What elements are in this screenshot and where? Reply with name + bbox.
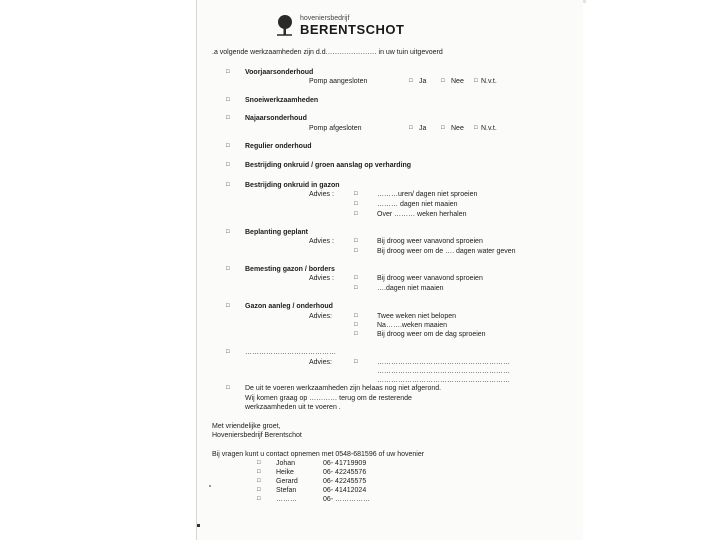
note-line: Wij komen graag op ………… terug om de resterende — [245, 395, 412, 402]
option-nee-label: Nee — [451, 125, 464, 132]
advice-text: Bij droog weer vanavond sproeien — [377, 275, 483, 282]
checkbox-advice[interactable]: □ — [354, 238, 358, 244]
scan-mark — [197, 524, 200, 527]
contact-phone: 06- …………… — [323, 496, 371, 503]
advice-text: ………uren/ dagen niet sproeien — [377, 191, 478, 198]
checkbox-contact[interactable]: □ — [257, 469, 261, 475]
logo-subtitle: hoveniersbedrijf — [300, 15, 350, 22]
advice-text: ….dagen niet maaien — [377, 285, 444, 292]
section-title-regulier: Regulier onderhoud — [245, 143, 312, 150]
section-title-beplanting: Beplanting geplant — [245, 229, 308, 236]
scan-mark — [209, 485, 211, 487]
custom-title-blank: ………………………………… — [245, 349, 336, 356]
checkbox-bestrijding-verharding[interactable]: □ — [226, 162, 230, 168]
option-ja-label: Ja — [419, 125, 427, 132]
contact-phone: 06- 41412024 — [323, 487, 367, 494]
closing-greeting: Met vriendelijke groet, — [212, 423, 281, 430]
checkbox-advice[interactable]: □ — [354, 285, 358, 291]
checkbox-contact[interactable]: □ — [257, 478, 261, 484]
advice-text: Bij droog weer vanavond sproeien — [377, 238, 483, 245]
item-pomp-afgesloten: Pomp afgesloten — [309, 125, 362, 132]
contact-phone: 06- 42245576 — [323, 469, 367, 476]
contact-phone: 06- 41719909 — [323, 460, 367, 467]
closing-company: Hoveniersbedrijf Berentschot — [212, 432, 302, 439]
checkbox-contact[interactable]: □ — [257, 460, 261, 466]
checkbox-advice[interactable]: □ — [354, 331, 358, 337]
advice-text: Na…….weken maaien — [377, 322, 448, 329]
advies-label: Advies : — [309, 238, 334, 245]
checkbox-advice[interactable]: □ — [354, 191, 358, 197]
contact-name: Johan — [276, 460, 296, 467]
checkbox-bestrijding-gazon[interactable]: □ — [226, 182, 230, 188]
option-nvt-label: N.v.t. — [481, 125, 497, 132]
contact-intro: Bij vragen kunt u contact opnemen met 0548-681596 of uw hovenier — [212, 451, 425, 458]
checkbox-advice[interactable]: □ — [354, 201, 358, 207]
checkbox-contact[interactable]: □ — [257, 487, 261, 493]
checkbox-najaar-nee[interactable]: □ — [441, 125, 445, 131]
section-title-bemesting: Bemesting gazon / borders — [245, 266, 335, 273]
checkbox-advice[interactable]: □ — [354, 322, 358, 328]
advice-text: Twee weken niet belopen — [377, 313, 456, 320]
contact-name: Gerard — [276, 478, 298, 485]
checkbox-niet-afgerond[interactable]: □ — [226, 385, 230, 391]
section-title-bestrijding-gazon: Bestrijding onkruid in gazon — [245, 182, 340, 189]
contact-name: ……… — [276, 496, 297, 503]
advice-blank-line: ………………………………………………… — [377, 359, 510, 366]
advies-label: Advies: — [309, 313, 332, 320]
checkbox-najaar-nvt[interactable]: □ — [474, 125, 478, 131]
advice-blank-line: ………………………………………………… — [377, 368, 510, 375]
section-title-voorjaar: Voorjaarsonderhoud — [245, 69, 314, 76]
option-nee-label: Nee — [451, 78, 464, 85]
checkbox-advice[interactable]: □ — [354, 313, 358, 319]
advies-label: Advies : — [309, 191, 334, 198]
checkbox-najaar[interactable]: □ — [226, 115, 230, 121]
advies-label: Advies : — [309, 275, 334, 282]
checkbox-gazon-aanleg[interactable]: □ — [226, 303, 230, 309]
item-pomp-aangesloten: Pomp aangesloten — [309, 78, 368, 85]
section-title-gazon-aanleg: Gazon aanleg / onderhoud — [245, 303, 333, 310]
note-line: De uit te voeren werkzaamheden zijn helaas nog niet afgerond. — [245, 385, 442, 392]
checkbox-custom[interactable]: □ — [226, 349, 230, 355]
checkbox-advice[interactable]: □ — [354, 211, 358, 217]
checkbox-najaar-ja[interactable]: □ — [409, 125, 413, 131]
contact-name: Stefan — [276, 487, 297, 494]
checkbox-voorjaar-nee[interactable]: □ — [441, 78, 445, 84]
advice-text: Bij droog weer om de dag sproeien — [377, 331, 486, 338]
section-title-najaar: Najaarsonderhoud — [245, 115, 307, 122]
checkbox-voorjaar-ja[interactable]: □ — [409, 78, 413, 84]
advice-blank-line: ………………………………………………… — [377, 377, 510, 384]
advice-text: ……… dagen niet maaien — [377, 201, 458, 208]
contact-name: Heike — [276, 469, 294, 476]
checkbox-voorjaar[interactable]: □ — [226, 69, 230, 75]
checkbox-advice[interactable]: □ — [354, 275, 358, 281]
checkbox-bemesting[interactable]: □ — [226, 266, 230, 272]
advies-label: Advies: — [309, 359, 332, 366]
advice-text: Bij droog weer om de …. dagen water geven — [377, 248, 516, 255]
section-title-bestrijding-verharding: Bestrijding onkruid / groen aanslag op verharding — [245, 162, 412, 169]
note-line: werkzaamheden uit te voeren . — [245, 404, 341, 411]
checkbox-voorjaar-nvt[interactable]: □ — [474, 78, 478, 84]
contact-phone: 06- 42245575 — [323, 478, 367, 485]
intro-text: .a volgende werkzaamheden zijn d.d.………………… in uw tuin uitgevoerd — [212, 49, 443, 56]
checkbox-regulier[interactable]: □ — [226, 143, 230, 149]
checkbox-snoei[interactable]: □ — [226, 97, 230, 103]
advice-text: Over ……… weken herhalen — [377, 211, 467, 218]
section-title-snoei: Snoeiwerkzaamheden — [245, 97, 319, 104]
tree-icon — [275, 14, 293, 36]
checkbox-beplanting[interactable]: □ — [226, 229, 230, 235]
checkbox-contact[interactable]: □ — [257, 496, 261, 502]
checkbox-advice[interactable]: □ — [354, 248, 358, 254]
option-ja-label: Ja — [419, 78, 427, 85]
option-nvt-label: N.v.t. — [481, 78, 497, 85]
logo-name: BERENTSCHOT — [300, 22, 405, 37]
checkbox-advice[interactable]: □ — [354, 359, 358, 365]
